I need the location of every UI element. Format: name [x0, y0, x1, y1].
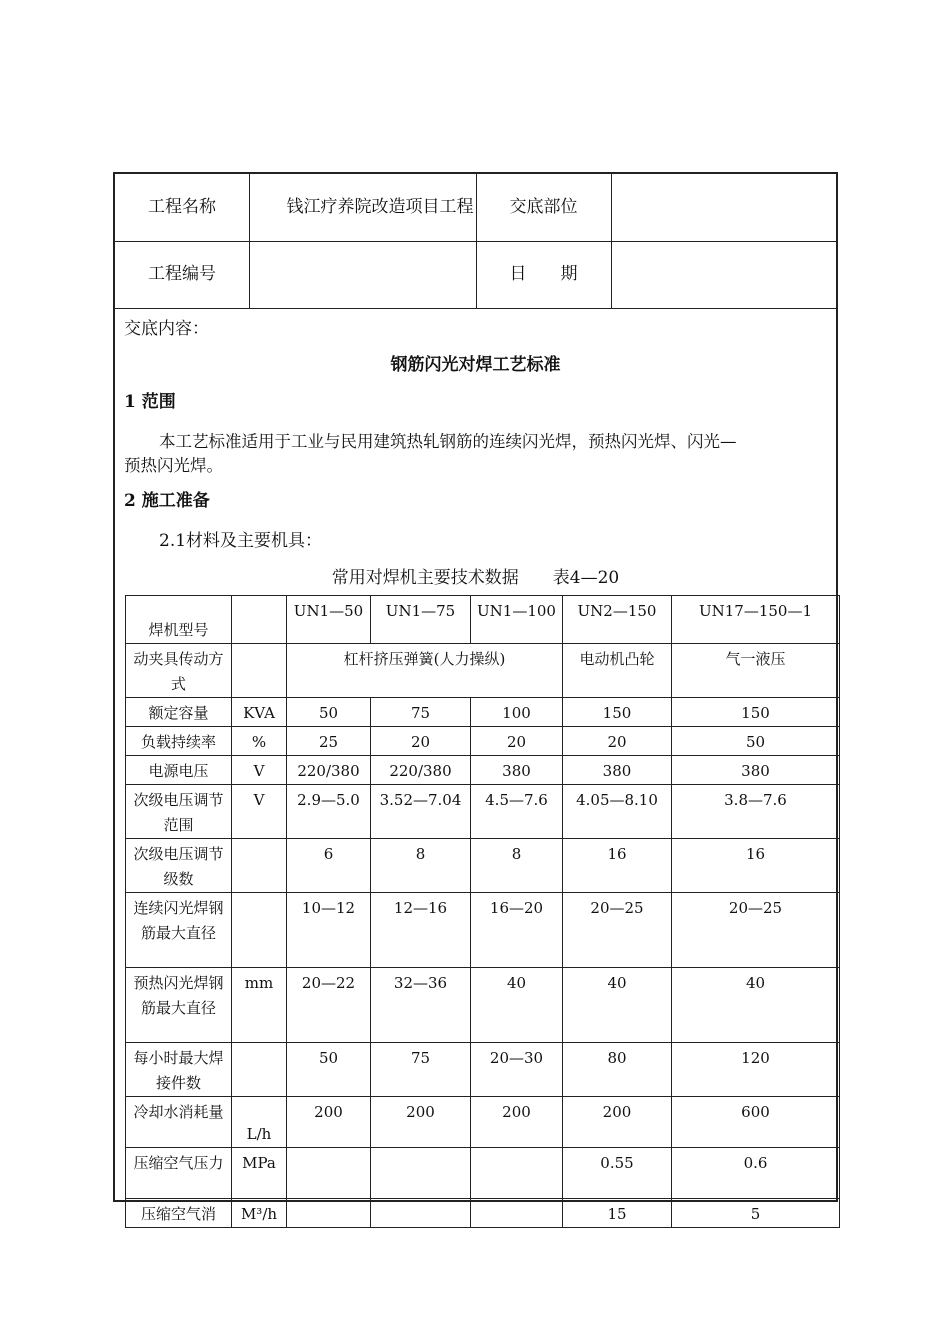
value-cell: 16—20 — [471, 893, 563, 968]
row-label: 预热闪光焊钢筋最大直径 — [126, 968, 232, 1043]
table-row — [126, 644, 840, 698]
value-cell: 12—16 — [371, 893, 471, 968]
section1-heading: 1 范围 — [124, 392, 176, 412]
drive-lever: 杠杆挤压弹簧(人力操纵) — [287, 644, 563, 698]
part-label: 交底部位 — [509, 197, 578, 217]
value-cell: 20—22 — [287, 968, 371, 1043]
value-cell: 220/380 — [371, 756, 471, 785]
row-label: 电源电压 — [126, 756, 232, 785]
drive-hydraulic: 气一液压 — [672, 644, 840, 698]
value-cell: 32—36 — [371, 968, 471, 1043]
value-cell: 5 — [672, 1199, 840, 1228]
value-cell: 20—25 — [672, 893, 840, 968]
table-row — [126, 1199, 840, 1228]
row-label: 次级电压调节级数 — [126, 839, 232, 893]
value-cell — [287, 1148, 371, 1199]
value-cell: 600 — [672, 1097, 840, 1148]
value-cell: 80 — [563, 1043, 672, 1097]
model-cell: UN1—75 — [371, 596, 471, 644]
value-cell: 3.8—7.6 — [672, 785, 840, 839]
value-cell: 75 — [371, 698, 471, 727]
table-row — [126, 1148, 840, 1199]
value-cell: 200 — [287, 1097, 371, 1148]
welder-spec-table — [125, 595, 840, 1228]
unit-cell: MPa — [232, 1148, 287, 1199]
value-cell: 15 — [563, 1199, 672, 1228]
table-row — [126, 727, 840, 756]
value-cell: 20 — [471, 727, 563, 756]
unit-cell: V — [232, 785, 287, 839]
row-label: 每小时最大焊接件数 — [126, 1043, 232, 1097]
table-row — [126, 756, 840, 785]
model-cell: UN1—50 — [287, 596, 371, 644]
value-cell: 6 — [287, 839, 371, 893]
table-row — [126, 968, 840, 1043]
value-cell: 8 — [471, 839, 563, 893]
value-cell: 220/380 — [287, 756, 371, 785]
disclosure-form — [113, 172, 838, 1223]
unit-cell — [232, 893, 287, 968]
unit-cell — [232, 596, 287, 644]
unit-cell: KVA — [232, 698, 287, 727]
value-cell: 50 — [287, 1043, 371, 1097]
value-cell: 20 — [563, 727, 672, 756]
row-label: 压缩空气压力 — [126, 1148, 232, 1199]
unit-cell: L/h — [232, 1097, 287, 1148]
model-cell: UN2—150 — [563, 596, 672, 644]
value-cell: 16 — [563, 839, 672, 893]
value-cell: 50 — [672, 727, 840, 756]
value-cell: 380 — [563, 756, 672, 785]
value-cell: 100 — [471, 698, 563, 727]
value-cell — [371, 1199, 471, 1228]
value-cell: 2.9—5.0 — [287, 785, 371, 839]
value-cell — [471, 1148, 563, 1199]
value-cell: 120 — [672, 1043, 840, 1097]
row-label: 冷却水消耗量 — [126, 1097, 232, 1148]
value-cell: 25 — [287, 727, 371, 756]
table-row — [126, 1043, 840, 1097]
value-cell — [287, 1199, 371, 1228]
section1-text-line2: 预热闪光焊。 — [124, 456, 223, 475]
value-cell: 40 — [471, 968, 563, 1043]
row-label: 负载持续率 — [126, 727, 232, 756]
unit-cell: mm — [232, 968, 287, 1043]
value-cell: 20—25 — [563, 893, 672, 968]
value-cell: 20—30 — [471, 1043, 563, 1097]
model-label: 焊机型号 — [126, 596, 232, 644]
value-cell: 0.6 — [672, 1148, 840, 1199]
value-cell: 10—12 — [287, 893, 371, 968]
table-row — [126, 785, 840, 839]
row-label: 额定容量 — [126, 698, 232, 727]
unit-cell: M³/h — [232, 1199, 287, 1228]
divider — [115, 308, 836, 309]
model-cell: UN17—150—1 — [672, 596, 840, 644]
value-cell — [371, 1148, 471, 1199]
table-row — [126, 839, 840, 893]
row-label: 连续闪光焊钢筋最大直径 — [126, 893, 232, 968]
table-row — [126, 698, 840, 727]
value-cell: 40 — [672, 968, 840, 1043]
value-cell: 3.52—7.04 — [371, 785, 471, 839]
project-no-value — [249, 241, 476, 308]
row-label: 次级电压调节范围 — [126, 785, 232, 839]
date-label: 日 期 — [509, 264, 578, 284]
value-cell: 16 — [672, 839, 840, 893]
unit-cell — [232, 644, 287, 698]
project-name-label: 工程名称 — [148, 197, 216, 217]
value-cell: 150 — [672, 698, 840, 727]
date-value — [611, 241, 838, 308]
value-cell — [471, 1199, 563, 1228]
model-cell: UN1—100 — [471, 596, 563, 644]
value-cell: 4.5—7.6 — [471, 785, 563, 839]
project-name-value: 钱江疗养院改造项目工程 — [286, 197, 474, 217]
table-row — [126, 1097, 840, 1148]
document-title: 钢筋闪光对焊工艺标准 — [390, 355, 561, 375]
row-label: 压缩空气消 — [126, 1199, 232, 1228]
unit-cell: % — [232, 727, 287, 756]
value-cell: 4.05—8.10 — [563, 785, 672, 839]
value-cell: 200 — [371, 1097, 471, 1148]
unit-cell — [232, 1043, 287, 1097]
drive-label: 动夹具传动方式 — [126, 644, 232, 698]
value-cell: 75 — [371, 1043, 471, 1097]
part-value — [611, 174, 838, 241]
section2-1: 2.1材料及主要机具： — [159, 531, 323, 551]
value-cell: 40 — [563, 968, 672, 1043]
value-cell: 20 — [371, 727, 471, 756]
value-cell: 200 — [563, 1097, 672, 1148]
unit-cell — [232, 839, 287, 893]
value-cell: 8 — [371, 839, 471, 893]
table-row — [126, 596, 840, 644]
table-caption: 常用对焊机主要技术数据 表4—20 — [331, 568, 620, 588]
value-cell: 200 — [471, 1097, 563, 1148]
section2-heading: 2 施工准备 — [124, 491, 210, 511]
value-cell: 50 — [287, 698, 371, 727]
value-cell: 0.55 — [563, 1148, 672, 1199]
section1-text-line1: 本工艺标准适用于工业与民用建筑热轧钢筋的连续闪光焊，预热闪光焊、闪光— — [159, 432, 737, 451]
drive-motor: 电动机凸轮 — [563, 644, 672, 698]
value-cell: 380 — [672, 756, 840, 785]
table-row — [126, 893, 840, 968]
value-cell: 380 — [471, 756, 563, 785]
unit-cell: V — [232, 756, 287, 785]
value-cell: 150 — [563, 698, 672, 727]
intro-label: 交底内容： — [124, 319, 209, 339]
project-no-label: 工程编号 — [148, 264, 216, 284]
